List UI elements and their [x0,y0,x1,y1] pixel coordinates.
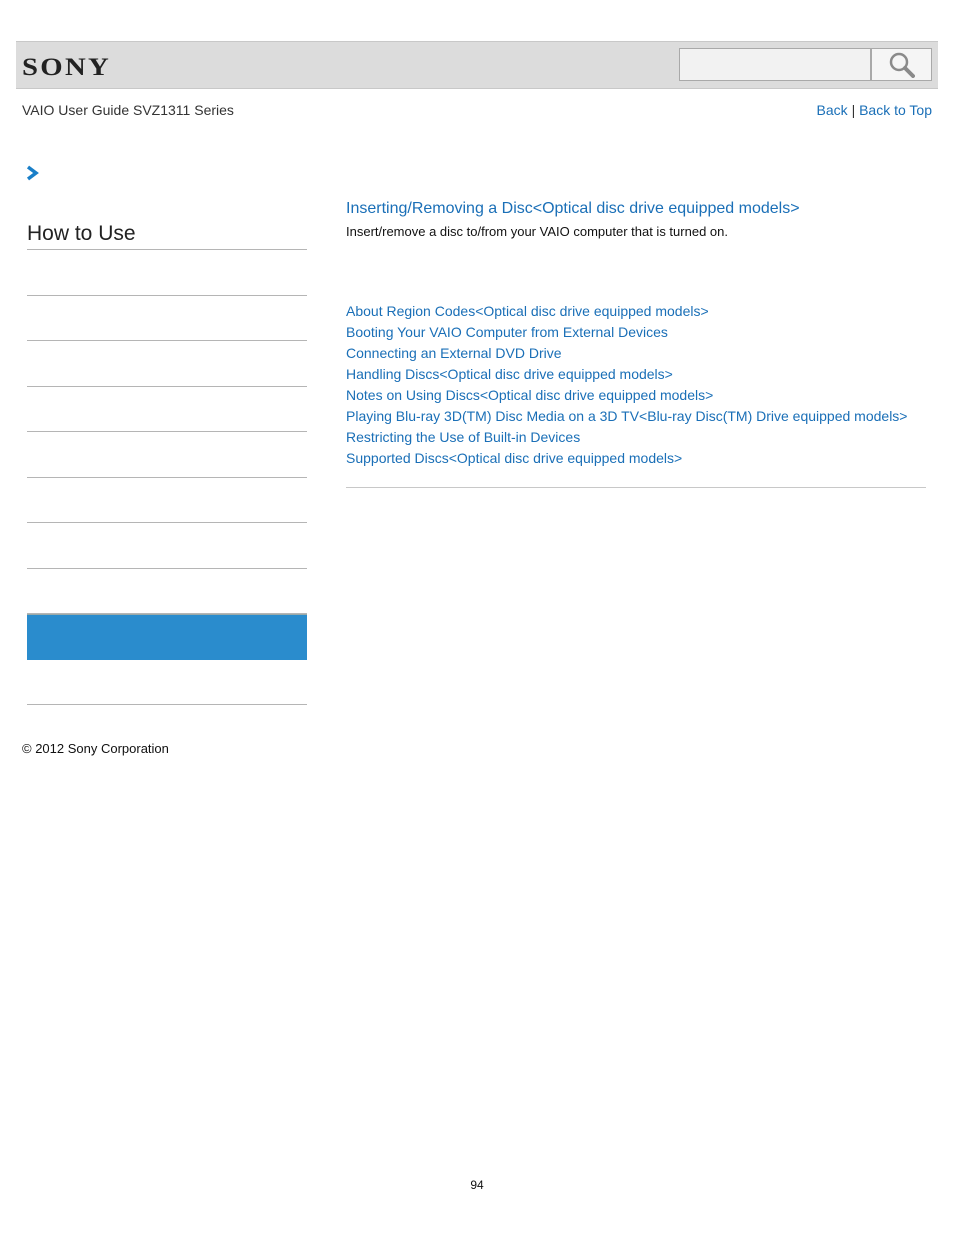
related-topic-link[interactable]: Restricting the Use of Built-in Devices [346,429,581,445]
top-nav [817,102,932,118]
header-bar [16,41,938,89]
sidebar-item-divider [27,340,307,341]
back-link[interactable]: Back [816,102,848,118]
topic-description: Insert/remove a disc to/from your VAIO computer that is turned on. [346,224,728,239]
search-input[interactable] [679,48,871,81]
sidebar-item-divider [27,431,307,432]
related-topic-link[interactable]: About Region Codes<Optical disc drive equipped models> [346,303,709,319]
search-button[interactable] [871,48,932,81]
nav-separator: | [851,102,856,118]
related-topics-list [346,301,907,469]
sidebar-item-divider [27,522,307,523]
back-to-top-link[interactable]: Back to Top [859,102,932,118]
page-number: 94 [470,1178,484,1192]
sidebar-item-divider [27,295,307,296]
related-topic-link[interactable]: Connecting an External DVD Drive [346,345,562,361]
sidebar-divider [27,249,307,250]
related-topic-link[interactable]: Playing Blu-ray 3D(TM) Disc Media on a 3D TV<Blu-ray Disc(TM) Drive equipped models> [346,408,908,424]
related-topic-link[interactable]: Booting Your VAIO Computer from External Devices [346,324,668,340]
sidebar-item-divider [27,568,307,569]
sidebar-item-divider [27,477,307,478]
topic-title-link[interactable]: Inserting/Removing a Disc<Optical disc drive equipped models> [346,200,800,217]
related-topic-link[interactable]: Handling Discs<Optical disc drive equipped models> [346,366,673,382]
sidebar-item-divider [27,704,307,705]
content-divider [346,487,926,488]
sidebar-item-active[interactable] [27,614,307,660]
search-icon [889,52,915,78]
sidebar-item-divider [27,386,307,387]
sony-logo: SONY [22,54,112,81]
related-topic-link[interactable]: Supported Discs<Optical disc drive equipped models> [346,450,683,466]
related-topic-link[interactable]: Notes on Using Discs<Optical disc drive equipped models> [346,387,714,403]
breadcrumb-chevron-icon[interactable] [26,165,40,181]
sidebar-heading: How to Use [27,222,136,245]
guide-title: VAIO User Guide SVZ1311 Series [22,102,234,118]
copyright: © 2012 Sony Corporation [22,741,169,756]
